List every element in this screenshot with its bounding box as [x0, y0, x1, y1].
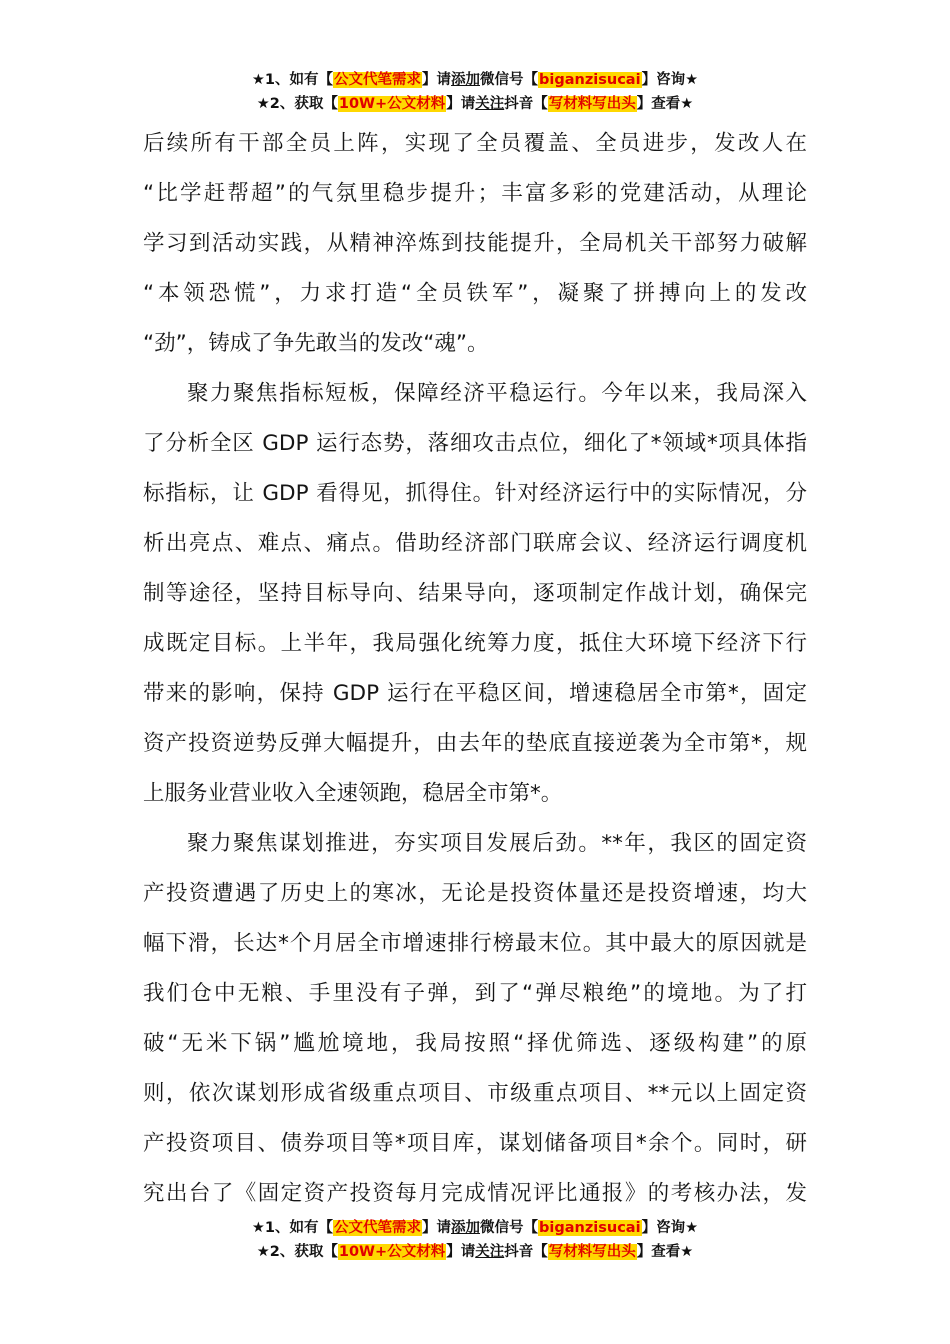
- text-line: 产投资项目、债券项目等*项目库，谋划储备项目*余个。同时，研: [143, 1131, 807, 1156]
- wechat-id: biganzisucai: [539, 72, 641, 88]
- paragraph-first-line: 聚力聚焦指标短板，保障经济平稳运行。今年以来，我局深入: [187, 381, 807, 406]
- text-line: 标指标，让 GDP 看得见，抓得住。针对经济运行中的实际情况，分: [143, 481, 807, 506]
- banner-text: 】查看★: [636, 1244, 694, 1260]
- banner-text: 】查看★: [636, 96, 694, 112]
- banner-text: ★1、如有【: [251, 72, 334, 88]
- underlined-text: 关注: [475, 1244, 505, 1260]
- text-line: 带来的影响，保持 GDP 运行在平稳区间，增速稳居全市第*，固定: [143, 681, 807, 706]
- banner-text: 】请: [446, 96, 476, 112]
- banner-text: 微信号【: [480, 72, 539, 88]
- text-line: 制等途径，坚持目标导向、结果导向，逐项制定作战计划，确保完: [143, 581, 807, 606]
- text-line: “本领恐慌”，力求打造“全员铁军”，凝聚了拼搏向上的发改: [143, 281, 807, 306]
- douyin-account: 写材料写出头: [548, 96, 636, 112]
- text-line: “劲”，铸成了争先敢当的发改“魂”。: [143, 331, 489, 356]
- banner-text: 】请: [446, 1244, 476, 1260]
- wechat-id: biganzisucai: [539, 1220, 641, 1236]
- text-line: 资产投资逆势反弹大幅提升，由去年的垫底直接逆袭为全市第*，规: [143, 731, 807, 756]
- banner-text: ★2、获取【: [256, 1244, 338, 1260]
- text-line: 破“无米下锅”尴尬境地，我局按照“择优筛选、逐级构建”的原: [143, 1031, 807, 1056]
- underlined-text: 添加: [451, 1220, 481, 1236]
- banner-text: 】咨询★: [641, 1220, 699, 1236]
- highlight-text: 10W+公文材料: [338, 1244, 446, 1260]
- text-line: 后续所有干部全员上阵，实现了全员覆盖、全员进步，发改人在: [143, 131, 807, 156]
- banner-text: 抖音【: [504, 1244, 548, 1260]
- banner-text: ★2、获取【: [256, 96, 338, 112]
- text-line: 产投资遭遇了历史上的寒冰，无论是投资体量还是投资增速，均大: [143, 881, 807, 906]
- footer-banner: [0, 1216, 950, 1264]
- banner-text: 微信号【: [480, 1220, 539, 1236]
- banner-text: 】咨询★: [641, 72, 699, 88]
- text-line: 成既定目标。上半年，我局强化统筹力度，抵住大环境下经济下行: [143, 631, 807, 656]
- paragraph-first-line: 聚力聚焦谋划推进，夯实项目发展后劲。**年，我区的固定资: [187, 831, 807, 856]
- banner-line-1: [0, 68, 950, 92]
- banner-text: 】请: [422, 1220, 452, 1236]
- banner-text: 抖音【: [504, 96, 548, 112]
- text-line: 我们仓中无粮、手里没有子弹，到了“弹尽粮绝”的境地。为了打: [143, 981, 807, 1006]
- banner-line-2: [0, 92, 950, 116]
- underlined-text: 添加: [451, 72, 481, 88]
- text-line: 上服务业营业收入全速领跑，稳居全市第*。: [143, 781, 563, 806]
- banner-line-2: [0, 1240, 950, 1264]
- banner-text: ★1、如有【: [251, 1220, 334, 1236]
- douyin-account: 写材料写出头: [548, 1244, 636, 1260]
- text-line: 学习到活动实践，从精神淬炼到技能提升，全局机关干部努力破解: [143, 231, 807, 256]
- text-line: 了分析全区 GDP 运行态势，落细攻击点位，细化了*领域*项具体指: [143, 431, 807, 456]
- banner-text: 】请: [422, 72, 452, 88]
- document-body: [143, 119, 807, 1219]
- banner-line-1: [0, 1216, 950, 1240]
- highlight-text: 10W+公文材料: [338, 96, 446, 112]
- text-line: 究出台了《固定资产投资每月完成情况评比通报》的考核办法，发: [143, 1181, 807, 1206]
- highlight-text: 公文代笔需求: [334, 1220, 422, 1236]
- text-line: 则，依次谋划形成省级重点项目、市级重点项目、**元以上固定资: [143, 1081, 807, 1106]
- highlight-text: 公文代笔需求: [334, 72, 422, 88]
- text-line: 幅下滑，长达*个月居全市增速排行榜最末位。其中最大的原因就是: [143, 931, 807, 956]
- text-line: “比学赶帮超”的气氛里稳步提升；丰富多彩的党建活动，从理论: [143, 181, 807, 206]
- underlined-text: 关注: [475, 96, 505, 112]
- header-banner: [0, 68, 950, 116]
- text-line: 析出亮点、难点、痛点。借助经济部门联席会议、经济运行调度机: [143, 531, 807, 556]
